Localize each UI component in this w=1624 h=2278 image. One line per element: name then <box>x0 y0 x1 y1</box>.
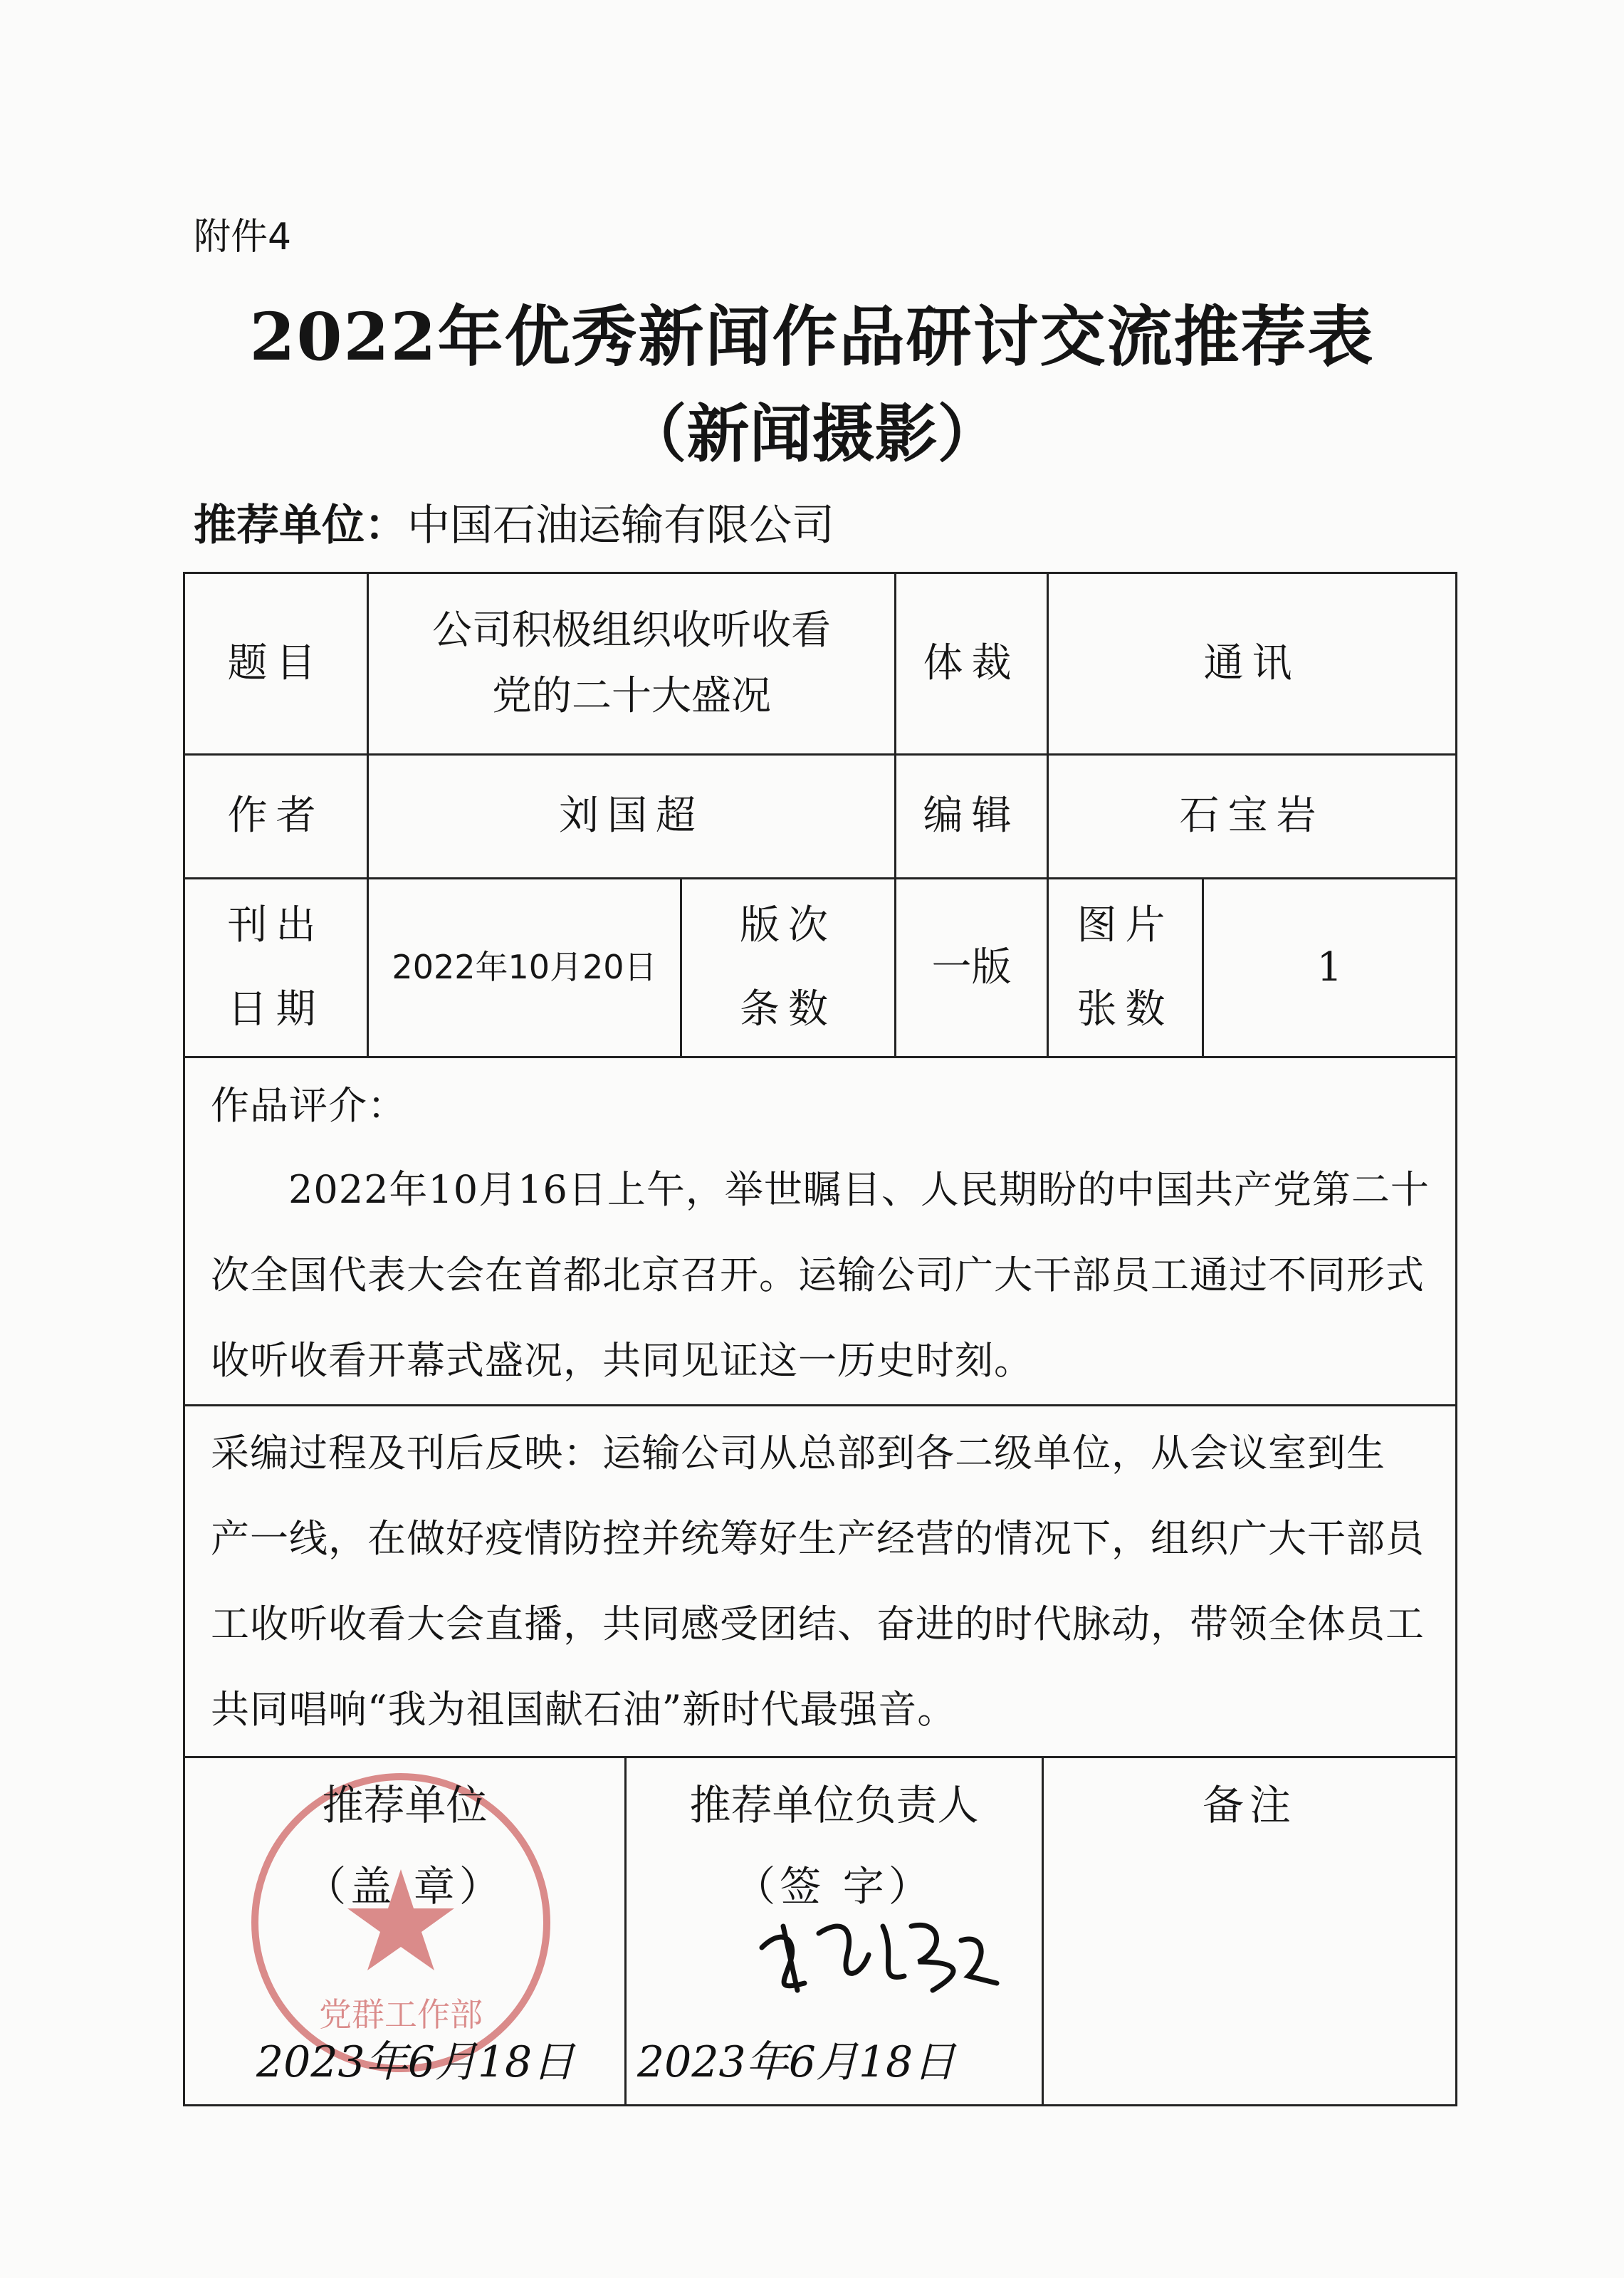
process-line: 产一线，在做好疫情防控并统筹好生产经营的情况下，组织广大干部员 <box>211 1516 1425 1561</box>
form-subtitle: （新闻摄影） <box>624 397 1000 471</box>
recommend-unit-label: 推荐单位： <box>194 501 407 550</box>
review-line: 收听收看开幕式盛况，共同见证这一历史时刻。 <box>211 1338 1033 1383</box>
author-value: 刘国超 <box>559 793 704 840</box>
genre-label: 体裁 <box>923 639 1020 686</box>
row-divider <box>183 1056 1457 1058</box>
edition-label-line2: 条数 <box>740 986 837 1033</box>
sig-person-date: 2023年6月18日 <box>637 2037 956 2087</box>
review-line: 2022年10月16日上午，举世瞩目、人民期盼的中国共产党第二十 <box>288 1167 1430 1212</box>
genre-value: 通讯 <box>1203 639 1301 686</box>
photos-value: 1 <box>1316 944 1343 991</box>
edition-label-line1: 版次 <box>740 902 837 949</box>
sig-notes-label: 备注 <box>1202 1781 1296 1829</box>
pubdate-label-line2: 日期 <box>227 986 325 1033</box>
pubdate-label-line1: 刊出 <box>227 902 325 949</box>
recommend-unit <box>194 491 834 553</box>
editor-label: 编辑 <box>923 793 1020 840</box>
process-line: 共同唱响“我为祖国献石油”新时代最强音。 <box>211 1687 957 1732</box>
edition-value: 一版 <box>931 944 1012 991</box>
title-label: 题目 <box>227 639 325 686</box>
review-line: 次全国代表大会在首都北京召开。运输公司广大干部员工通过不同形式 <box>211 1253 1425 1297</box>
seal-text: 党群工作部 <box>319 1995 483 2034</box>
pubdate-label <box>185 879 367 1056</box>
row-divider <box>183 1756 1457 1758</box>
sig-sign-label: （签 字） <box>734 1862 934 1911</box>
handwritten-signature-icon <box>755 1898 1004 2005</box>
title-value-line2: 党的二十大盛况 <box>492 673 771 719</box>
author-label: 作者 <box>227 793 325 840</box>
title-value-line1: 公司积极组织收听收看 <box>432 607 831 654</box>
sig-unit-date: 2023年6月18日 <box>256 2037 575 2087</box>
sig-seal-label: （盖 章） <box>305 1862 505 1911</box>
photos-label-line2: 张数 <box>1076 986 1174 1033</box>
edition-label <box>682 879 894 1056</box>
process-line: 采编过程及刊后反映：运输公司从总部到各二级单位，从会议室到生 <box>211 1431 1385 1475</box>
editor-value: 石宝岩 <box>1179 793 1325 840</box>
recommend-unit-value: 中国石油运输有限公司 <box>407 501 834 550</box>
process-line: 工收听收看大会直播，共同感受团结、奋进的时代脉动，带领全体员工 <box>211 1602 1425 1646</box>
sig-person-label: 推荐单位负责人 <box>689 1781 979 1829</box>
form-title: 2022年优秀新闻作品研讨交流推荐表 <box>249 298 1375 375</box>
review-heading: 作品评介： <box>211 1083 407 1128</box>
photos-label <box>1049 879 1202 1056</box>
attachment-label: 附件4 <box>194 216 292 258</box>
title-value <box>369 574 894 753</box>
sig-unit-label: 推荐单位 <box>322 1781 488 1829</box>
photos-label-line1: 图片 <box>1076 902 1174 949</box>
pubdate-value: 2022年10月20日 <box>392 948 657 987</box>
